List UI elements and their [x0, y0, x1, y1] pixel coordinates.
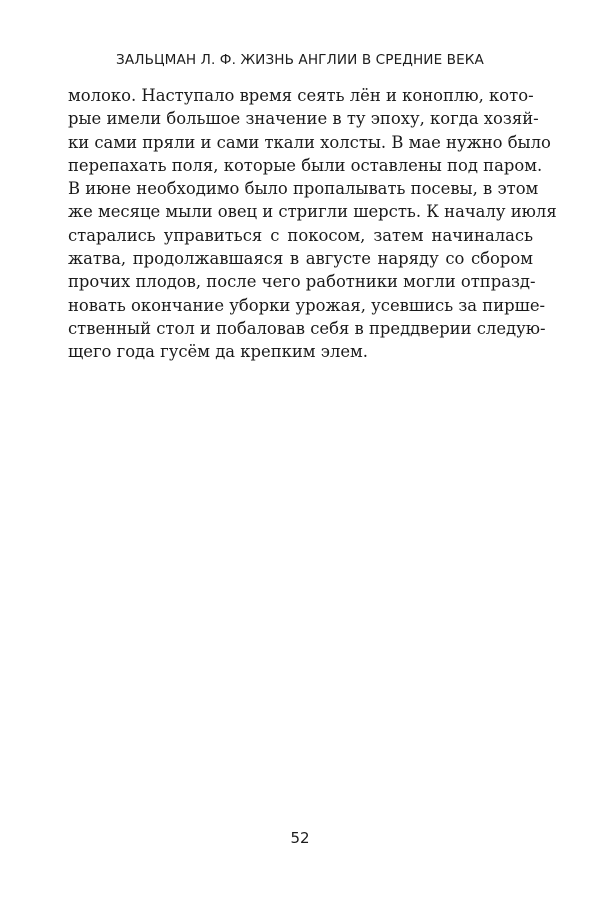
running-header: ЗАЛЬЦМАН Л. Ф. ЖИЗНЬ АНГЛИИ В СРЕДНИЕ ВЕКА [116, 52, 484, 68]
text-line: В июне необходимо было пропалывать посевы, в этом [68, 179, 539, 199]
text-line-last: щего года гусём да крепким элем. [68, 342, 369, 362]
text-line: прочих плодов, после чего работники могли отпразд- [68, 272, 536, 292]
text-line: жатва, продолжавшаяся в августе наряду со сбором [68, 249, 533, 269]
text-line: старались управиться с покосом, затем начиналась [68, 225, 533, 245]
text-line: перепахать поля, которые были оставлены под паром. [68, 155, 543, 175]
text-line: ственный стол и побаловав себя в преддверии следую- [68, 318, 546, 338]
text-line: ки сами пряли и сами ткали холсты. В мае нужно было [68, 132, 551, 152]
text-line: рые имели большое значение в ту эпоху, когда хозяй- [68, 109, 539, 129]
text-line: молоко. Наступало время сеять лён и коноплю, кото- [68, 86, 534, 105]
page-number: 52 [290, 829, 310, 847]
text-line: новать окончание уборки урожая, усевшись за пирше- [68, 295, 546, 315]
text-line: же месяце мыли овец и стригли шерсть. К началу июля [68, 202, 557, 222]
body-paragraph [68, 84, 557, 364]
